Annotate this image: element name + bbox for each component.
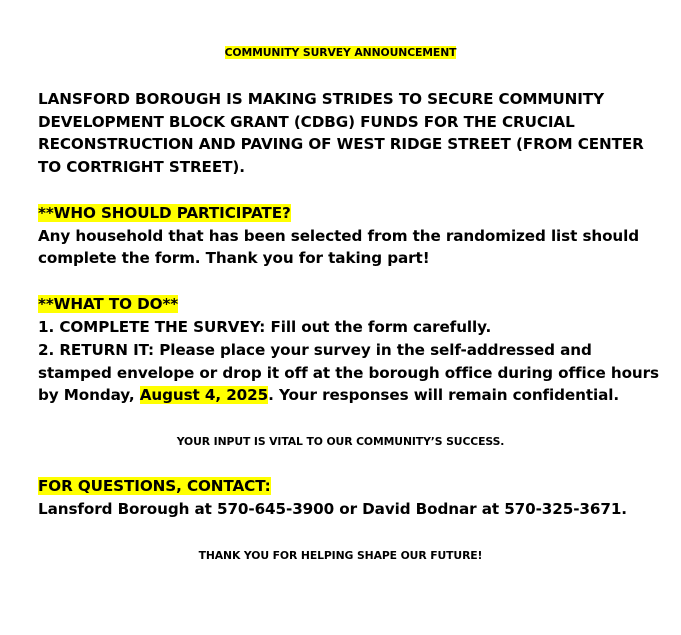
contact-details: Lansford Borough at 570-645-3900 or David Bodnar at 570-325-3671. <box>38 500 627 518</box>
who-line-2: complete the form. Thank you for taking part! <box>38 249 430 267</box>
what-step-1: 1. COMPLETE THE SURVEY: Fill out the form carefully. <box>38 318 492 336</box>
title-line <box>0 41 681 64</box>
what-step-2-line-2: stamped envelope or drop it off at the borough office during office hours <box>38 364 659 382</box>
deadline-date: August 4, 2025 <box>139 386 269 404</box>
intro-line-3: RECONSTRUCTION AND PAVING OF WEST RIDGE STREET (FROM CENTER <box>38 135 644 153</box>
contact-heading: FOR QUESTIONS, CONTACT: <box>38 477 271 495</box>
what-step-2-line-1: 2. RETURN IT: Please place your survey in the self-addressed and <box>38 341 592 359</box>
intro-line-1: LANSFORD BOROUGH IS MAKING STRIDES TO SECURE COMMUNITY <box>38 90 604 108</box>
what-heading-line <box>38 293 668 316</box>
what-heading: **WHAT TO DO** <box>38 295 179 313</box>
intro-line-4: TO CORTRIGHT STREET). <box>38 158 245 176</box>
deadline-suffix: . Your responses will remain confidential. <box>268 386 620 404</box>
page-title: COMMUNITY SURVEY ANNOUNCEMENT <box>224 46 457 59</box>
what-deadline-line <box>38 384 668 407</box>
vital-statement: YOUR INPUT IS VITAL TO OUR COMMUNITY’S SUCCESS. <box>176 435 505 448</box>
who-heading-line <box>38 202 668 225</box>
deadline-prefix: by Monday, <box>38 386 140 404</box>
who-line-1: Any household that has been selected from the randomized list should <box>38 227 640 245</box>
who-heading: **WHO SHOULD PARTICIPATE? <box>38 204 291 222</box>
contact-heading-line <box>38 475 668 498</box>
intro-line-2: DEVELOPMENT BLOCK GRANT (CDBG) FUNDS FOR THE CRUCIAL <box>38 113 575 131</box>
closing-statement: THANK YOU FOR HELPING SHAPE OUR FUTURE! <box>198 549 483 562</box>
